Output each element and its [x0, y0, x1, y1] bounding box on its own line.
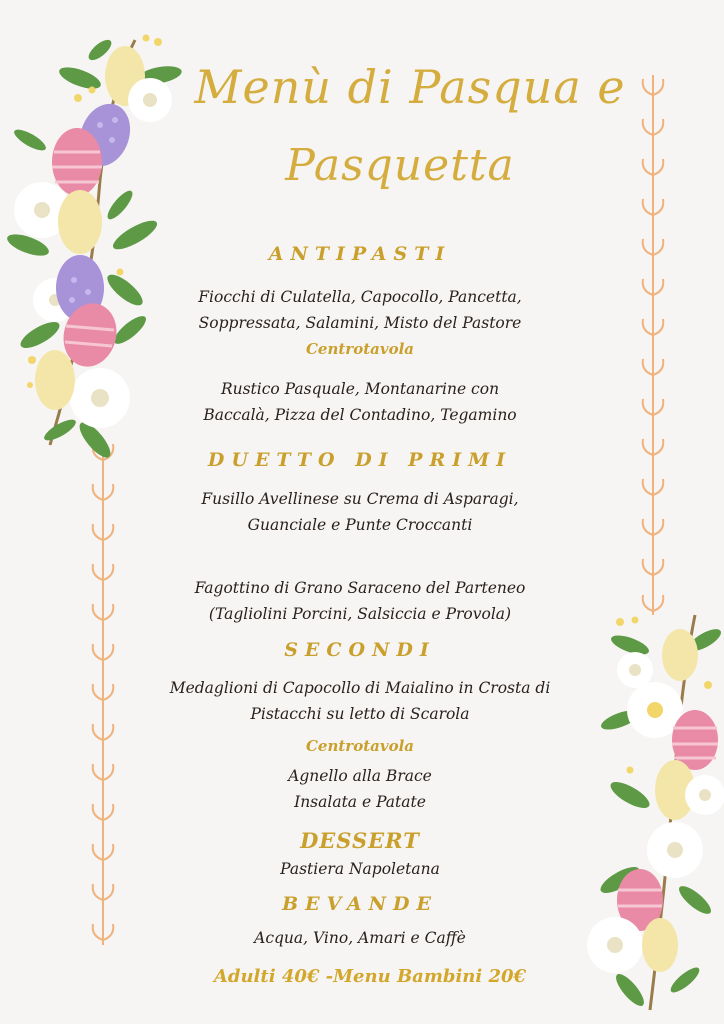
menu-line: (Tagliolini Porcini, Salsiccia e Provola)	[208, 605, 512, 623]
section-heading-bevande: BEVANDE	[282, 893, 438, 915]
secondi-items	[120, 675, 600, 727]
section-heading-dessert: DESSERT	[300, 828, 420, 853]
right-vine-decoration	[640, 75, 670, 615]
menu-line: Pistacchi su letto di Scarola	[250, 705, 470, 723]
menu-line: Rustico Pasquale, Montanarine con	[220, 380, 500, 398]
primi-dish-2	[130, 575, 590, 627]
bevande-items	[130, 925, 590, 951]
left-vine-decoration	[90, 440, 120, 950]
menu-line: Fagottino di Grano Saraceno del Parteneo	[194, 579, 526, 597]
antipasti-items	[130, 284, 590, 336]
section-heading-secondi: SECONDI	[284, 639, 436, 661]
menu-line: Soppressata, Salamini, Misto del Pastore	[198, 314, 522, 332]
secondi-centrotavola-heading: Centrotavola	[305, 737, 414, 755]
menu-line: Acqua, Vino, Amari e Caffè	[254, 929, 466, 947]
menu-line: Medaglioni di Capocollo di Maialino in Crosta di	[169, 679, 551, 697]
secondi-centrotavola-items	[130, 763, 590, 815]
menu-title-line-2: Pasquetta	[285, 140, 515, 191]
primi-dish-1	[130, 486, 590, 538]
menu-line: Fusillo Avellinese su Crema di Asparagi,	[201, 490, 519, 508]
menu-line: Pastiera Napoletana	[280, 860, 440, 878]
price-info: Adulti 40€ -Menu Bambini 20€	[213, 966, 527, 987]
menu-line: Baccalà, Pizza del Contadino, Tegamino	[203, 406, 517, 424]
menu-title-line-1: Menù di Pasqua e	[194, 60, 626, 114]
menu-line: Insalata e Patate	[294, 793, 426, 811]
menu-line: Agnello alla Brace	[288, 767, 432, 785]
menu-line: Fiocchi di Culatella, Capocollo, Pancetta,	[198, 288, 522, 306]
section-heading-primi: DUETTO DI PRIMI	[207, 449, 513, 471]
antipasti-centrotavola-heading: Centrotavola	[305, 340, 414, 358]
dessert-items	[130, 856, 590, 882]
menu-line: Guanciale e Punte Croccanti	[247, 516, 473, 534]
antipasti-centrotavola-items	[130, 376, 590, 428]
bottom-right-easter-eggs-floral-decoration	[590, 610, 724, 1015]
section-heading-antipasti: ANTIPASTI	[268, 243, 452, 265]
